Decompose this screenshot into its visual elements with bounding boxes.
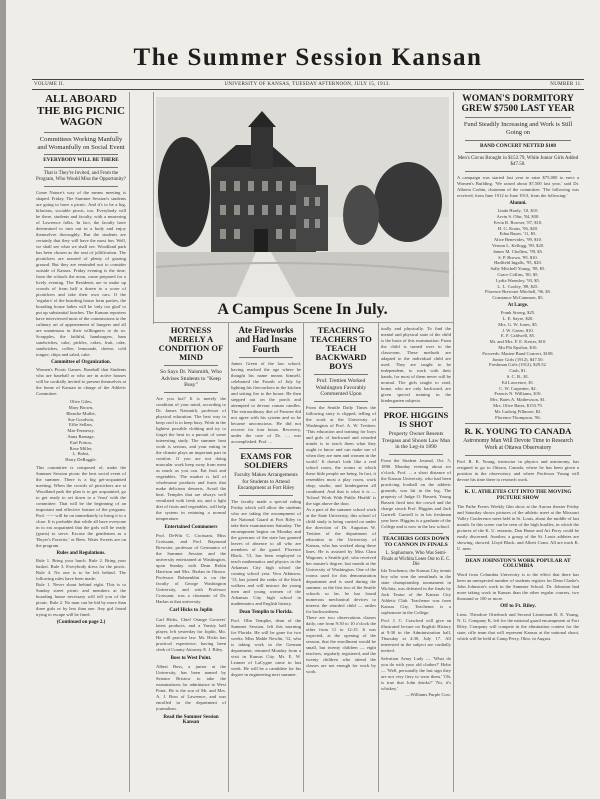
signature: —Williams Purple Cow. [405,692,451,698]
body-text: Carl Hicks, Chief Orange Growers' latest products, and a Varsity ball player, left yesterday for Joplin, Mo. He will practice law. Mr. Hicks has practical experience, having been clerk of County Attorney E. J. Riley. [156,616,226,652]
body-text: The Pathe Freres Weekly film show at the Aurora theater Friday and Saturday shows pictures of the athletic meet at the Missouri Valley Conference meet held in St. Louis, about the middle of last month. In this scene can be seen of the high hurdles, in which the pictures of the K. U. entrants, Dan Haase and Art Perry could be easily discerned. Another, a group of the St. Louis athletes are showing, showed, Lloyd Black, and Albert Cram. All are track K. U. men. [457,503,579,551]
body-text: James Green of the law school, having reached the age where he thought his name means himself, celebrated the Fourth of July by lighting his firecrackers in the kitchen and setting fire to the house. He then stepped out on the porch and attempted to devour roman candles. The extraordinary diet of Pawnee did not agree with his system and so he became unconscious. He did not recover for four hours. Recovery, under the care of Dr. ..., was accomplished. Prof. ... [231,361,301,445]
list-title-alumni: Alumni. [509,200,527,206]
kicker: EVERYBODY WILL BE THERE [43,157,119,164]
column-rule [129,92,130,792]
subhead: Property Owner Resents Trespass and Shoots Law Man in the Leg-in 1890 [381,431,451,451]
deck: Men's Circus Brought in $153.79, While Junior Girls Added $47.50. [457,155,579,167]
masthead: The Summer Session Kansan [133,44,483,71]
subhead: Fund Steadily Increasing and Work is Still Going on [463,121,573,136]
body-text: A campaign was started last year to raise $75,000 to erect a Women's Building. 'We raised about $7,500 last year,' said Dr. Alberta Corbin, chairman of the committee. 'The following was received, from June 1912 to June 1913, from the following:' [457,174,579,198]
body-text: Prof. J. C. Crawford will give an illustrated lecture on English History at 9:30 in the Administration hall, Thursday at 4:30, July 17. All interested in the subject are cordially invited. [381,618,451,654]
dateline [32,79,584,90]
body-text: tually and physically. To find the mental and physical state of the child is the basis of this examination. From the child is turned over to the classroom. These methods are adapted to the individual child are used. They are taught to be independent, to work with their hands, for most of them never will be normal. The girls taught to read, home, who are only backward, are given special training in the kindergarten subjects. [381,326,451,403]
headline: PROF. HIGGINS IS SHOT [383,410,449,430]
body-text: Albert Boss, a junior at the University, has been named by Senator Bristow to take the examinations for admittance to West Point. He is the son of Mr. and Mrs. A. J. Boss of Lawrence, and was enrolled in the department of journalism. [156,663,226,711]
body-text: Prof. DeWitt C. Croissant, Miss Croissant, and Prof. Raymond Brewster, professor of Germanics of the Summer Session and the university entertained at Washington, upon Sunday with Dean Robin Harrison and Mrs. Harlan in Ottawa. Professor Bohnenblut is on the faculty of George Washington University, and with Professor Croissant, was a classmate of Dr. Harlan at that university. [156,533,226,605]
headline-young: R. K. YOUNG TO CANADA [464,426,572,437]
subhead-tennis: L. Sophomore, Who Was Semi-Finals at Wichita Loses Out to E. C. Die [381,550,451,568]
body-text: Come Nature's way of the means meeting is shaped. Friday, The Summer Session's students are going to have a picnic. And it's to be a big, hilarious, sociable picnic, too. Everybody will be there, students and faculty, with a mustering of Lawrence folks. In fact, the faculty have determined to turn out in a body and enjoy themselves thoroughly. But the students are certainly that they will have the most fun. Well, we shall see what we shall see. Woodland park has been chosen as the seat of jollification. The picnickers are assured of plenty of grazing ground. But they are reminded not to consider outside of Kansas. Friday evening is the time, from the schools the noon, come prepared for a lively evening. The Residents are to make up crowds of from half a dozen to a score of picnickers and take their own cars. If the 'regulars' of the boarding house form parties, the boarding house ladies will be 'only too glad' to put up substantial lunches. The Kansan reporters have interviewed most of the commissions to the culinary art of appeasement of hungers and all are unanimous in their willingness to do so. Scrapples, the faithful, hamburgers, ham sandwiches, cake, pickles, cakes, fruit, cake, sandwiches, coffee, lemonade, cheese, cold tongue, chips and salad, cake. [36,189,126,357]
headline: WOMAN'S DORMITORY GREW $7500 LAST YEAR [461,94,575,115]
committee-title: Committee of Organization. [51,359,111,365]
subhead-young: Astronomy Man Will Devote Time to Research Work at Ottawa Observatory [463,438,573,452]
article-picnic [36,94,126,794]
body-text: Women's Picnic Games. Baseball that Students who are baseball or who are in active houses will be cordially invited to present themselves at the home of Kansan in charge of the Athletic Committee. [36,367,126,397]
body-text: Prof. R. K. Young, instructor in physics and astronomy, has resigned to go to Ottawa, Canada, where he has been given a position in the observatory and where Professor Young will devote his time there to research work. [457,459,579,483]
body-text: From the Student Journal, Oct. 5, 1890. Monday evening about six o'clock, Prof. ... a short distance of the Kansas University, who had been practicing football on the athletic grounds, was hit in the leg. The property of Judge O. Bassett, Young Bassett fired into the crowd and the charge struck Prof. Higgins and Jack Gartrell. Gartrell is in his freshman year here. Higgins is a graduate of the College and is now in the law school. [381,458,451,530]
body-text: Ida Teachenor, the Kansas City tennis boy who won the semifinals in the state championship tournament in Wichita, was defeated in the finals by Jack Teutor of the Kansas City Athletic Club. Teachenor was from Kansas City, Teachenor is a sophomore in the College. [381,568,451,616]
headline-riley: Off to Ft. Riley. [500,602,536,609]
subhead-rules: Rules and Regulations. [56,550,106,556]
subhead-hicks: Carl Hicks to Joplin [169,608,213,614]
headline: ALL ABOARD THE BIG PICNIC WAGON [36,94,126,129]
body-text: Rule 1. Bring your lunch. Rule 2. Bring your basket. Rule 3. Everybody dress for the picnic. Rule 4. No one is to be left behind. The following rules have been made: [36,558,126,582]
body-text: Salvation Army Lady — 'What do you do with your old clothes?' Hobo — 'Well, personally the last sign they are not very fiery to wear them.' 'Oh, is true that John drinks?' 'No, it's whiskey.' [381,656,451,692]
article-backward-boys [306,326,376,794]
body-text: This committee is composed of, make the Summer Session picnic the best social event of the summer. There is a big get-acquainted meeting. When the crowds of picnickers are at Woodland park the plan is to get acquainted, go to get ready to set down to a 'feast' with the committee. That will be the beginning of an important and effective feature of the program. Prof. ----- will be on immediately to bring it to a close. It is probable that while all have everyone in to eat acquainted that the girls will be ready (gratis) to serve. Excuse the gentlemen as a 'Boyer's Favorite,' or Bees. Water Sweets are on the program. [36,464,126,548]
deck: That is They're Invited, and From the Program, Who Would Miss the Opportunity? [36,170,126,182]
body-text: Word from Columbia University is to the effect that there has been an unexpected number of students register for Dean Clarke's John Johnston's work in the Summer School. Dr. Johnston had more taking work in Kansas than the other regular courses, two thousand or 100 or more. [457,571,579,601]
body-text: As a part of the summer school work at the State University, this school of child study is being carried on under the direction of Dr. Augustus W. Trettien of the department of education in the University of Kansas, who has worked along these lines. He is assisted by Miss Clara Wagoner, a Seattle girl, who received her master's degree, last month at the University of Washington. One of the rooms used for this demonstration department and is used during the summer, so the first two of the Seattle schools so far, he has found numerous mechanical devices to interest the retarded child — rattles for backwardness. [306,507,376,615]
headline-athletes: K. U. ATHLETES CUT INTO THE MOVING PICTURE SHOW [464,489,572,501]
article-fireworks [231,326,301,794]
photo-rule [153,322,453,323]
headline: HOTNESS MERELY A CONDITION OF MIND [158,326,224,363]
body-text: From the Seattle Daily Times the following story is clipped, telling of the work at the University of Washington of Prof. A. W. Trettien: 'This education and training for boys and girls of backward and retarded minds is to teach them what they ought to know and can make use of when they are men and women in the world.' It doesn't look like a real school room, the rooms at which these little people are being. In fact, it resembles most a play room, work shop, studio, and kindergarten all combined. And that is what it is — 'School Work With Public Health' is the sign above the door. [306,405,376,507]
body-text: Lieut. Theodore Otterbach and Second Lieutenant R. E. Young, N. G. Company K, left for the national guard encampment at Fort Riley. Company will compete in the elimination contest for the state, rifle team that will represent Kansas at the national shoot, which will be held at Camp Perry, Ohio, in August. [457,611,579,641]
campus-photo [156,97,449,297]
list-title-at-large: At Large. [507,302,529,308]
headline-exams: EXAMS FOR SOLDIERS [240,451,292,471]
subhead: Prof. Trettien Worked Washington Favorably Commented Upon [315,378,367,398]
headline: TEACHING TEACHERS TO TEACH BACKWARD BOYS [310,326,372,372]
footer-note: Read the Summer Session Kansan [163,714,219,726]
dateline-number: NUMBER 11. [550,82,582,87]
kicker: BAND CONCERT NETTED $108 [480,142,556,149]
body-text: Are you hot? It is merely the condition of your mind, according to Dr. James Naismith, professor of physical education. The best way to keep cool is to keep busy. Work in the lightest possible clothing and try to forget the heat in a pursuit of some interesting study. The summer heat work is serious, and your eating in the climate plays an important part in comfort. If you are not doing muscular work keep away from meat as much as you can. Eat fruit and vegetables. The market is full of wholesome products and fruits that make delicious desserts. Avoid the heat. Temples that are always well ventilated with fresh air, and a light diet of fruits and vegetables, will help the system in retaining a normal temperature. [156,396,226,522]
column-rule [378,322,379,792]
committee-names: Olive Giles, Mary Brown, Blanche Mullet, Sue Goodwin, Effie Sellars, Mae Fennessy, Anna Ramage, Earl Pottou, Rose Miller, L. Bobst, Harry DeRaggle. [65,399,97,463]
donor-list-alumni: Linda Hardy, '10, $10. Arvin S. Olin, '84, $50. Ervin R. Bowser, '87, $10. H. G. Kraus, '96, $20. Edna Bauer, '11, $5. Alice Benevides, '99, $10. Vernon L. Kellogg, '89, $20. James M. Chollins, '99, $5. S. P. Brown, '99, $10. Hadfield Ingalls, '95, $20. Sally Mitchell Young, '98, $5. Grace Collins, '00, $5. Lydia Wamsley, '93, $5. L. L. Cooley, '88, $25. Florence Brewster Mitchell, '96, $5. Constance McCammon, $5. [484,208,552,301]
subhead: Committees Working Manfully and Womanfully on Social Event [37,135,125,151]
body-text: The faculty made a special ruling Friday which will allow the students who are taking the encampment of the National Guard at Fort Riley to take their examinations Saturday. The encampment begins on Monday and the governor of the state has granted leaves of absence to all who are members of the guard. Florence Black, '13, has been employed to teach mathematics and physics in the Arkansas City high school the coming school year. Vera Atkinson, '13, has joined the ranks of the black walkers and will instruct the young men and young women of the Arkansas City high school in mathematics and English history. [231,498,301,606]
column-rule [228,322,229,792]
column-rule [303,322,304,792]
subhead-templin: Dean Templin to Florida. [239,609,293,615]
column-rule [453,92,454,792]
headline: Ate Fireworks and Had Insane Fourth [235,326,297,354]
article-higgins [381,326,451,794]
headline-tennis: TEACHERS GOES DOWN TO CANNON IN FINALS [382,536,450,548]
continued-note: (Continued on page 2.) [56,620,106,626]
article-dormitory [457,94,579,794]
photo-caption: A Campus Scene In July. [217,301,388,318]
headline-johnston: DEAN JOHNSTON'S WORK POPULAR AT COLUMBIA [465,557,571,570]
body-text: Rule 1. Never shout behind eight. This is to Sunday street picnic and members at the boarding house necessary will tell you of the picnic. Rule 2. No man can be bid by more than three girls or by less than one. Any girl found trying to escape will be fined. [36,582,126,618]
subhead: Faculty Makes Arrangements for Students to Attend Encampment at Fort Riley [234,472,298,492]
column-rule [153,92,154,324]
dateline-volume: VOLUME II. [34,82,65,87]
campus-photo-image [156,97,449,297]
dateline-date: UNIVERSITY OF KANSAS, TUESDAY AFTERNOON, JULY 15, 1913. [224,82,391,87]
subhead: So Says Dr. Naismith, Who Advises Students to "Keep Busy" [160,369,222,389]
body-text: Prof. Olin Templin, dean of the Summer Session, left this morning for Florida. He will be gone for two weeks. Miss Mable Newlin, '12, who is taking work in the German department, returned Monday from a visit in Kansas City. Mr. E. W. Leamer of LaCygne came in last week. He will be a candidate for his degree in engineering next summer. [231,618,301,678]
subhead-boss: Boss to West Point. [170,655,212,661]
body-text: There are two observations classes daily, one from 9:30 to 10 o'clock the other from 11 to 12:15. It was expected, at the opening of the session, that the enrollment would be small, but twenty children — eight teachers, regularly registered, and the twenty children who attend the classes are not enough for work by work. [306,615,376,675]
article-hotness [156,326,226,794]
donor-list-at-large: Frank Strong, $25. L. E. Sayre, $20. Mrs. G. W. Jones, $5. J. W. Green, $10. E. F. Caldwell, $5. Mr. and Mrs. F. E. Kester, $10. Mu Phi Epsilon, $10. Proceeds: Marine Band Concert, $108. Junior Girls (1912), $47.50. Freshman Girls (1912), $29.52. Cash, $1. S. C. B., $1. Ed Lawrence, $1. C. W. Carpenter, $2. Francis N. Williams, $10. Mrs. Bates A. Mathewson, $1. Mrs. Olive Bates, $153.79. Mr. Ludwig Fillmore, $2. Florence Thompson, '96. [482,310,554,420]
subhead-entertained: Entertained Commoners [164,525,218,531]
